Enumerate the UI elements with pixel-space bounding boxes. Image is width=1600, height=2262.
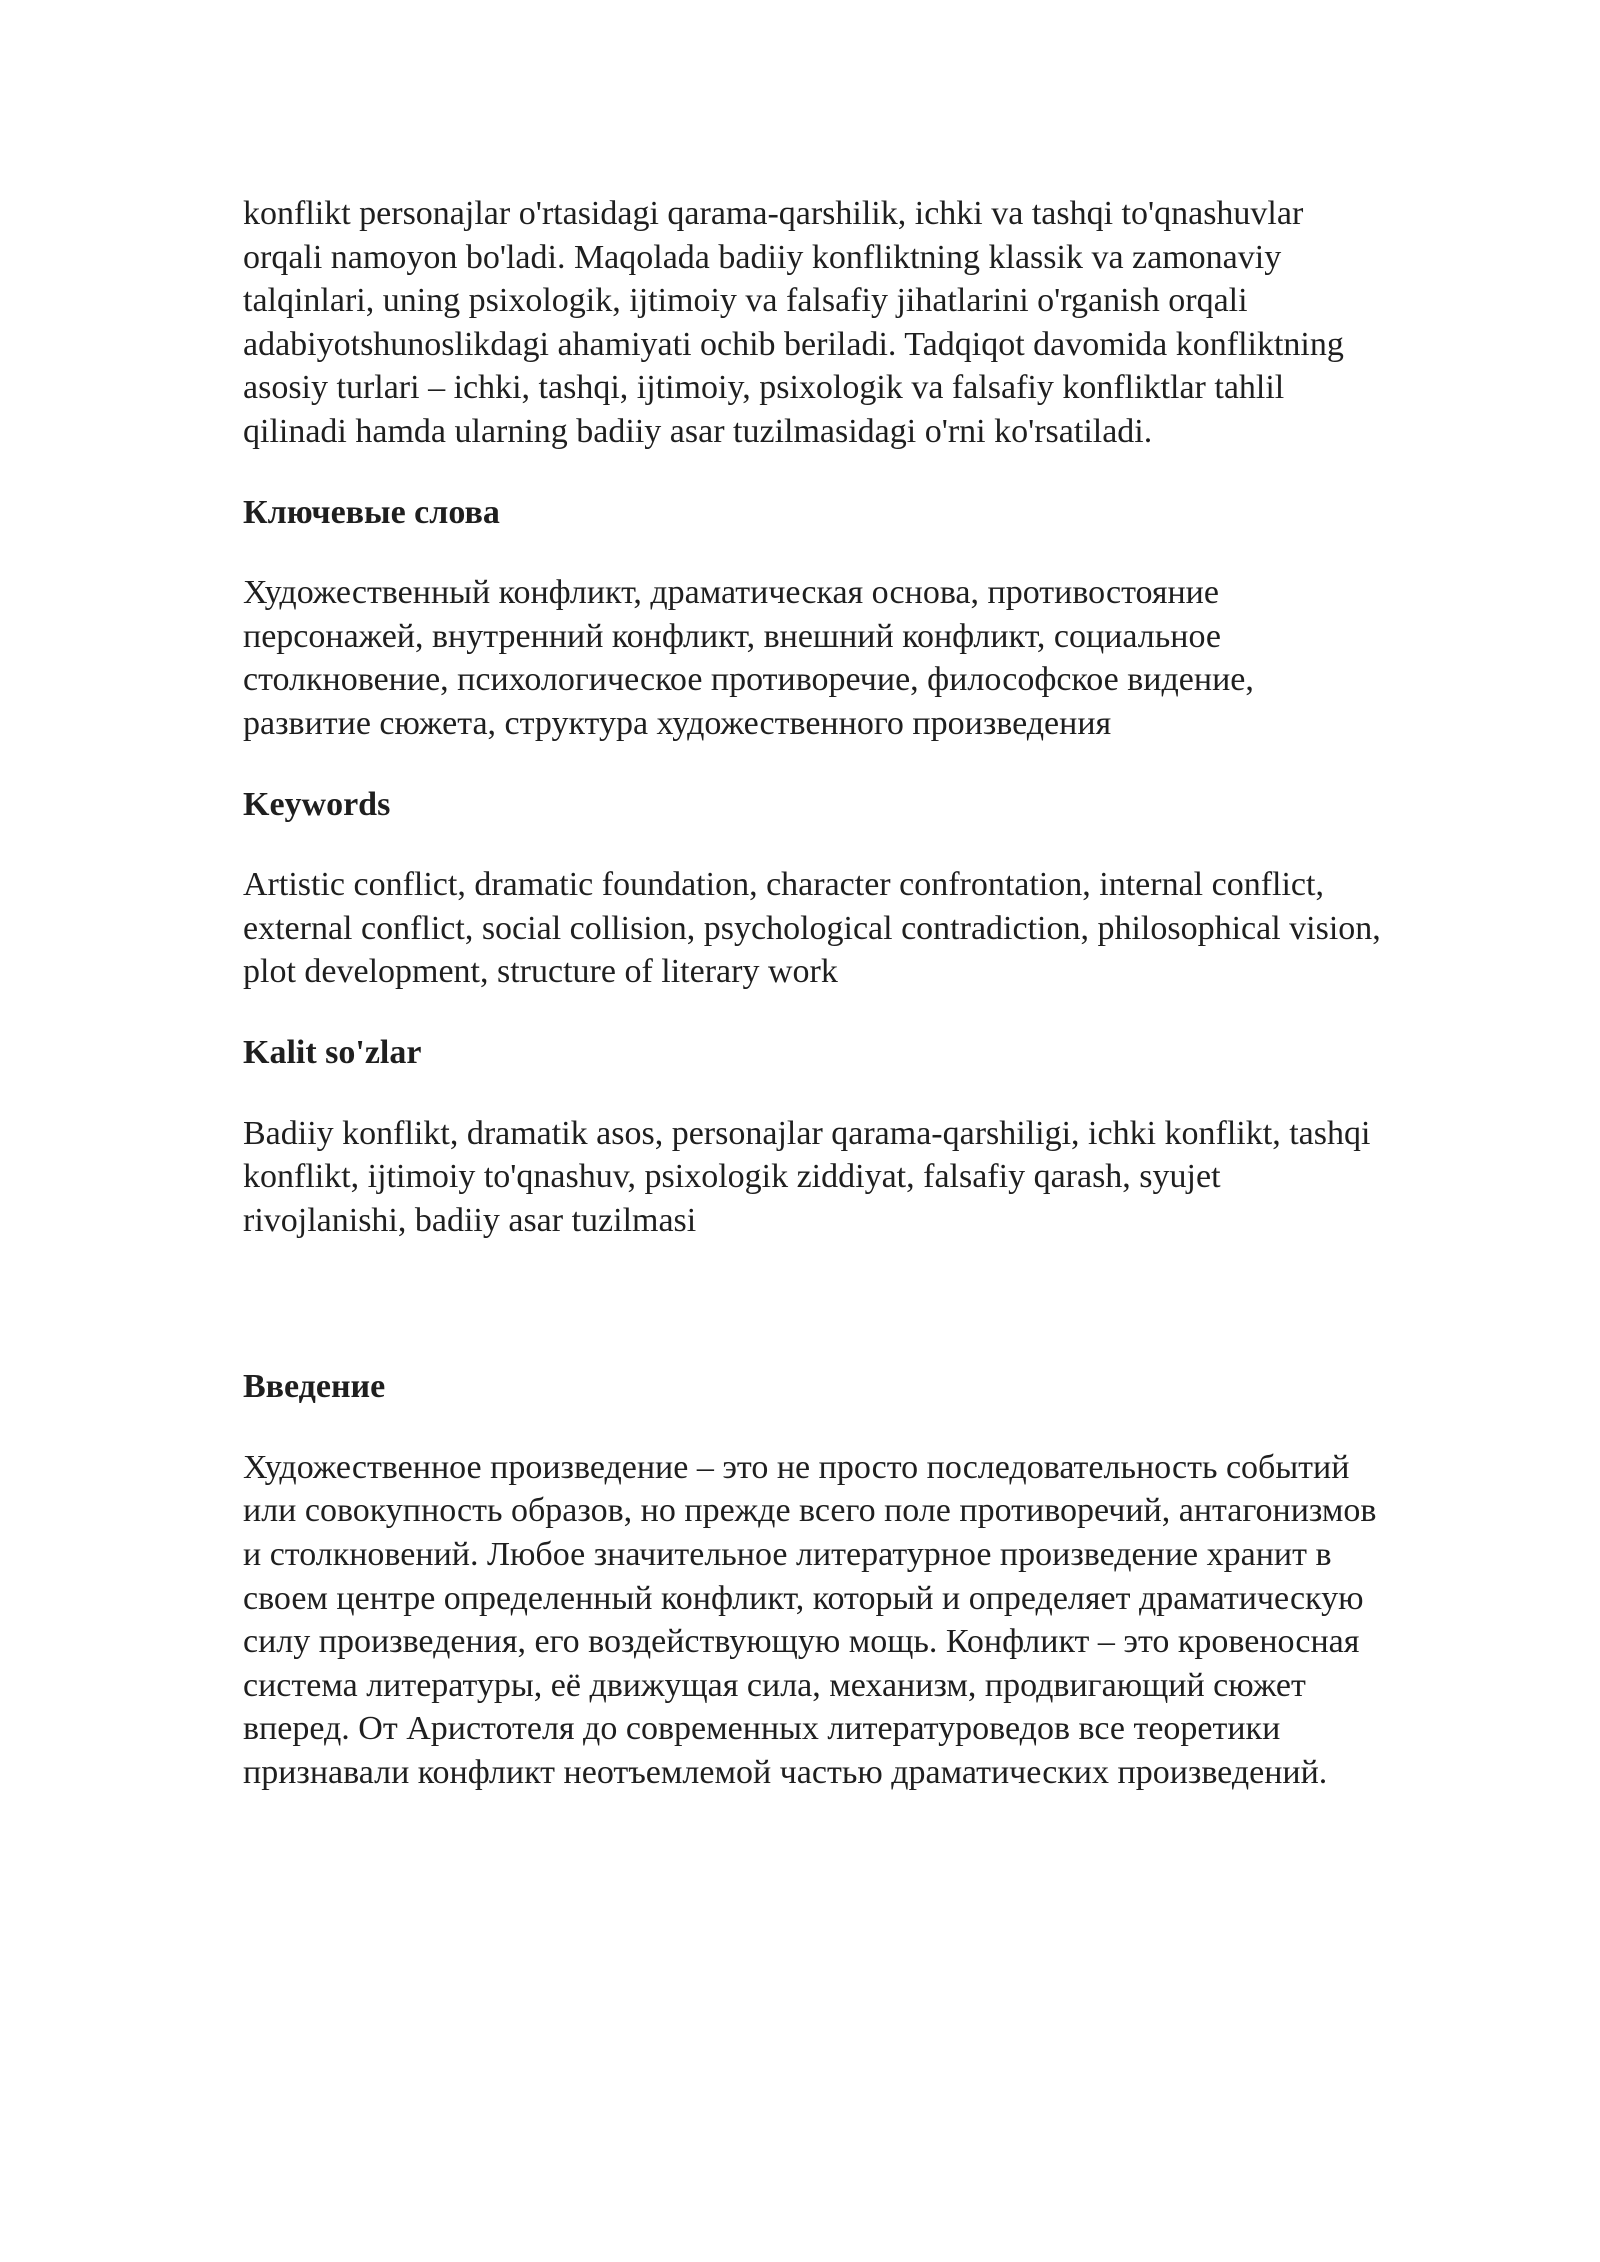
introduction-paragraph: Художественное произведение – это не просто последовательность событий или совокупность образов, но прежде всего поле противоречий, антагонизмов и столкновений. Любое значительное литературное произведение хранит в своем центре определенный конфликт, который и определяет драматическую силу произведения, его воздействующую мощь. Конфликт – это кровеносная система литературы, её движущая сила, механизм, продвигающий сюжет вперед. От Аристотеля до современных литературоведов все теоретики признавали конфликт неотъемлемой частью драматических произведений. — [243, 1448, 1377, 1792]
abstract-paragraph: konflikt personajlar o'rtasidagi qarama-qarshilik, ichki va tashqi to'qnashuvlar orqali namoyon bo'ladi. Maqolada badiiy konfliktning klassik va zamonaviy talqinlari, uning psixologik, ijtimoiy va falsafiy jihatlarini o'rganish orqali adabiyotshunoslikdagi ahamiyati ochib beriladi. Tadqiqot davomida konfliktning asosiy turlari – ichki, tashqi, ijtimoiy, psixologik va falsafiy konfliktlar tahlil qilinadi hamda ularning badiiy asar tuzilmasidagi o'rni ko'rsatiladi. — [243, 195, 1344, 450]
page-content — [243, 192, 1383, 1795]
keywords-ru-text: Художественный конфликт, драматическая основа, противостояние персонажей, внутренний конфликт, внешний конфликт, социальное столкновение, психологическое противоречие, философское видение, развитие сюжета, структура художественного произведения — [243, 574, 1254, 742]
keywords-ru-heading: Ключевые слова — [243, 493, 500, 531]
keywords-uz-text: Badiiy konflikt, dramatik asos, personajlar qarama-qarshiligi, ichki konflikt, tashqi konflikt, ijtimoiy to'qnashuv, psixologik ziddiyat, falsafiy qarash, syujet rivojlanishi, badiiy asar tuzilmasi — [243, 1114, 1371, 1239]
keywords-en-text: Artistic conflict, dramatic foundation, character confrontation, internal conflict, external conflict, social collision, psychological contradiction, philosophical vision, plot development, structure of literary work — [243, 866, 1381, 991]
keywords-en-heading: Keywords — [243, 785, 391, 823]
keywords-uz-heading: Kalit so'zlar — [243, 1033, 422, 1071]
introduction-heading: Введение — [243, 1368, 386, 1406]
